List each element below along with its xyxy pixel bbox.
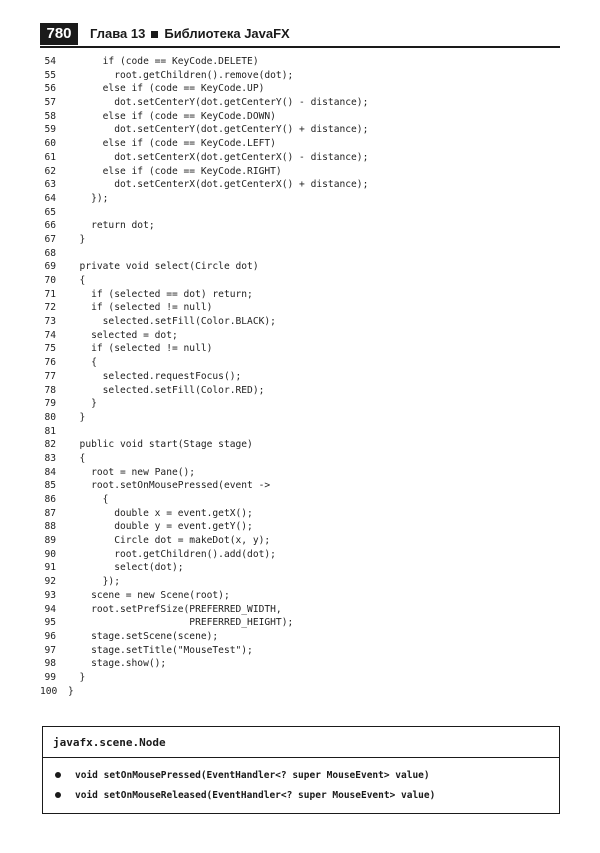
code-text: stage.setTitle("MouseTest"); xyxy=(68,644,253,656)
code-line xyxy=(40,425,560,439)
line-number: 77 xyxy=(44,370,56,382)
code-line xyxy=(40,356,560,370)
code-line xyxy=(40,466,560,480)
line-number: 91 xyxy=(44,562,56,574)
line-number: 82 xyxy=(44,439,56,451)
line-number: 73 xyxy=(44,316,56,328)
code-line xyxy=(40,206,560,220)
code-line xyxy=(40,493,560,507)
code-text: PREFERRED_HEIGHT); xyxy=(68,617,294,629)
code-line xyxy=(40,548,560,562)
code-text: root = new Pane(); xyxy=(68,466,196,478)
line-number: 64 xyxy=(44,192,56,204)
code-text: private void select(Circle dot) xyxy=(68,261,259,273)
code-line xyxy=(40,110,560,124)
code-text: { xyxy=(68,357,97,369)
line-number: 70 xyxy=(44,275,56,286)
line-number: 58 xyxy=(44,110,56,122)
code-line xyxy=(40,288,560,302)
line-number: 87 xyxy=(44,507,56,519)
code-text: } xyxy=(68,398,97,410)
code-text: if (selected != null) xyxy=(68,302,213,314)
line-number: 98 xyxy=(44,658,56,670)
line-number: 65 xyxy=(44,206,56,218)
line-number: 59 xyxy=(44,124,56,136)
line-number: 62 xyxy=(44,165,56,177)
line-number: 100 xyxy=(40,685,58,697)
header-rule xyxy=(40,46,560,48)
code-line xyxy=(40,575,560,589)
code-text: double x = event.getX(); xyxy=(68,507,253,519)
code-text: selected.setFill(Color.RED); xyxy=(68,384,265,396)
code-text: stage.show(); xyxy=(68,658,167,670)
line-number: 72 xyxy=(44,302,56,314)
code-text: if (selected == dot) return; xyxy=(68,288,253,300)
code-line xyxy=(40,397,560,411)
line-number: 63 xyxy=(44,179,56,191)
api-method-item xyxy=(55,766,559,786)
code-text: else if (code == KeyCode.RIGHT) xyxy=(68,165,282,177)
code-text: } xyxy=(68,671,86,683)
api-method-list xyxy=(43,758,559,806)
code-line xyxy=(40,192,560,206)
code-text: { xyxy=(68,494,109,505)
line-number: 56 xyxy=(44,83,56,95)
code-text: root.setPrefSize(PREFERRED_WIDTH, xyxy=(68,603,282,615)
code-line xyxy=(40,178,560,192)
line-number: 66 xyxy=(44,220,56,232)
code-text: scene = new Scene(root); xyxy=(68,589,230,601)
line-number: 99 xyxy=(44,671,56,683)
line-number: 80 xyxy=(44,411,56,423)
line-number: 61 xyxy=(44,151,56,163)
code-line xyxy=(40,247,560,261)
code-text: } xyxy=(68,233,86,245)
code-line xyxy=(40,219,560,233)
code-text: double y = event.getY(); xyxy=(68,521,253,533)
code-text: { xyxy=(68,452,86,464)
code-line xyxy=(40,685,560,699)
chapter-title: Библиотека JavaFX xyxy=(164,26,290,41)
code-text: root.getChildren().remove(dot); xyxy=(68,69,294,81)
line-number: 74 xyxy=(44,329,56,341)
code-text: if (code == KeyCode.DELETE) xyxy=(68,56,259,67)
line-number: 69 xyxy=(44,261,56,273)
code-line xyxy=(40,151,560,165)
code-line xyxy=(40,657,560,671)
code-text: stage.setScene(scene); xyxy=(68,630,219,642)
code-text: dot.setCenterY(dot.getCenterY() - distance); xyxy=(68,97,369,109)
code-line xyxy=(40,411,560,425)
code-line xyxy=(40,520,560,534)
line-number: 93 xyxy=(44,589,56,601)
code-text: { xyxy=(68,275,86,286)
api-reference-box xyxy=(42,726,560,814)
line-number: 86 xyxy=(44,494,56,505)
line-number: 67 xyxy=(44,233,56,245)
code-text: dot.setCenterX(dot.getCenterX() + distance); xyxy=(68,179,369,191)
code-line xyxy=(40,589,560,603)
line-number: 54 xyxy=(44,56,56,67)
line-number: 96 xyxy=(44,630,56,642)
code-line xyxy=(40,671,560,685)
code-line xyxy=(40,137,560,151)
code-text: }); xyxy=(68,576,120,588)
line-number: 89 xyxy=(44,535,56,547)
code-line xyxy=(40,165,560,179)
code-line xyxy=(40,82,560,96)
line-number: 90 xyxy=(44,548,56,560)
line-number: 55 xyxy=(44,69,56,81)
line-number: 84 xyxy=(44,466,56,478)
code-line xyxy=(40,55,560,69)
running-head xyxy=(90,23,290,45)
code-line xyxy=(40,452,560,466)
code-text: selected = dot; xyxy=(68,329,178,341)
code-line xyxy=(40,123,560,137)
code-text: public void start(Stage stage) xyxy=(68,439,253,451)
code-line xyxy=(40,438,560,452)
page-number: 780 xyxy=(40,23,78,45)
square-bullet-icon xyxy=(151,31,158,38)
code-text: selected.requestFocus(); xyxy=(68,370,242,382)
line-number: 75 xyxy=(44,343,56,355)
code-text: } xyxy=(68,685,74,697)
code-text: root.setOnMousePressed(event -> xyxy=(68,480,271,492)
code-line xyxy=(40,274,560,288)
code-line xyxy=(40,329,560,343)
line-number: 71 xyxy=(44,288,56,300)
code-line xyxy=(40,233,560,247)
line-number: 95 xyxy=(44,617,56,629)
code-text: select(dot); xyxy=(68,562,184,574)
line-number: 60 xyxy=(44,138,56,150)
code-line xyxy=(40,370,560,384)
bullet-icon xyxy=(55,792,61,798)
chapter-label: Глава 13 xyxy=(90,26,146,41)
code-line xyxy=(40,384,560,398)
line-number: 81 xyxy=(44,425,56,437)
api-method-signature: void setOnMousePressed(EventHandler<? super MouseEvent> value) xyxy=(75,770,430,781)
code-text: dot.setCenterY(dot.getCenterY() + distance); xyxy=(68,124,369,136)
code-line xyxy=(40,534,560,548)
code-text: }); xyxy=(68,192,109,204)
api-method-item xyxy=(55,786,559,806)
code-line xyxy=(40,616,560,630)
code-text: dot.setCenterX(dot.getCenterX() - distance); xyxy=(68,151,369,163)
code-line xyxy=(40,96,560,110)
code-line xyxy=(40,315,560,329)
code-text: else if (code == KeyCode.UP) xyxy=(68,83,265,95)
code-line xyxy=(40,69,560,83)
line-number: 78 xyxy=(44,384,56,396)
code-listing xyxy=(40,55,560,698)
code-text: selected.setFill(Color.BLACK); xyxy=(68,316,276,328)
line-number: 79 xyxy=(44,398,56,410)
code-text: if (selected != null) xyxy=(68,343,213,355)
line-number: 68 xyxy=(44,247,56,259)
code-line xyxy=(40,342,560,356)
code-line xyxy=(40,479,560,493)
code-line xyxy=(40,561,560,575)
line-number: 97 xyxy=(44,644,56,656)
code-text: return dot; xyxy=(68,220,155,232)
bullet-icon xyxy=(55,772,61,778)
code-text: } xyxy=(68,411,86,423)
api-method-signature: void setOnMouseReleased(EventHandler<? super MouseEvent> value) xyxy=(75,790,436,801)
code-line xyxy=(40,603,560,617)
code-line xyxy=(40,301,560,315)
code-text: Circle dot = makeDot(x, y); xyxy=(68,535,271,547)
code-line xyxy=(40,260,560,274)
line-number: 94 xyxy=(44,603,56,615)
code-text: else if (code == KeyCode.DOWN) xyxy=(68,110,276,122)
line-number: 57 xyxy=(44,97,56,109)
code-line xyxy=(40,630,560,644)
page-header xyxy=(40,23,560,45)
code-line xyxy=(40,507,560,521)
code-text: else if (code == KeyCode.LEFT) xyxy=(68,138,276,150)
line-number: 76 xyxy=(44,357,56,369)
code-text: root.getChildren().add(dot); xyxy=(68,548,276,560)
line-number: 85 xyxy=(44,480,56,492)
code-line xyxy=(40,644,560,658)
line-number: 83 xyxy=(44,452,56,464)
api-class-name: javafx.scene.Node xyxy=(43,727,559,758)
line-number: 88 xyxy=(44,521,56,533)
line-number: 92 xyxy=(44,576,56,588)
